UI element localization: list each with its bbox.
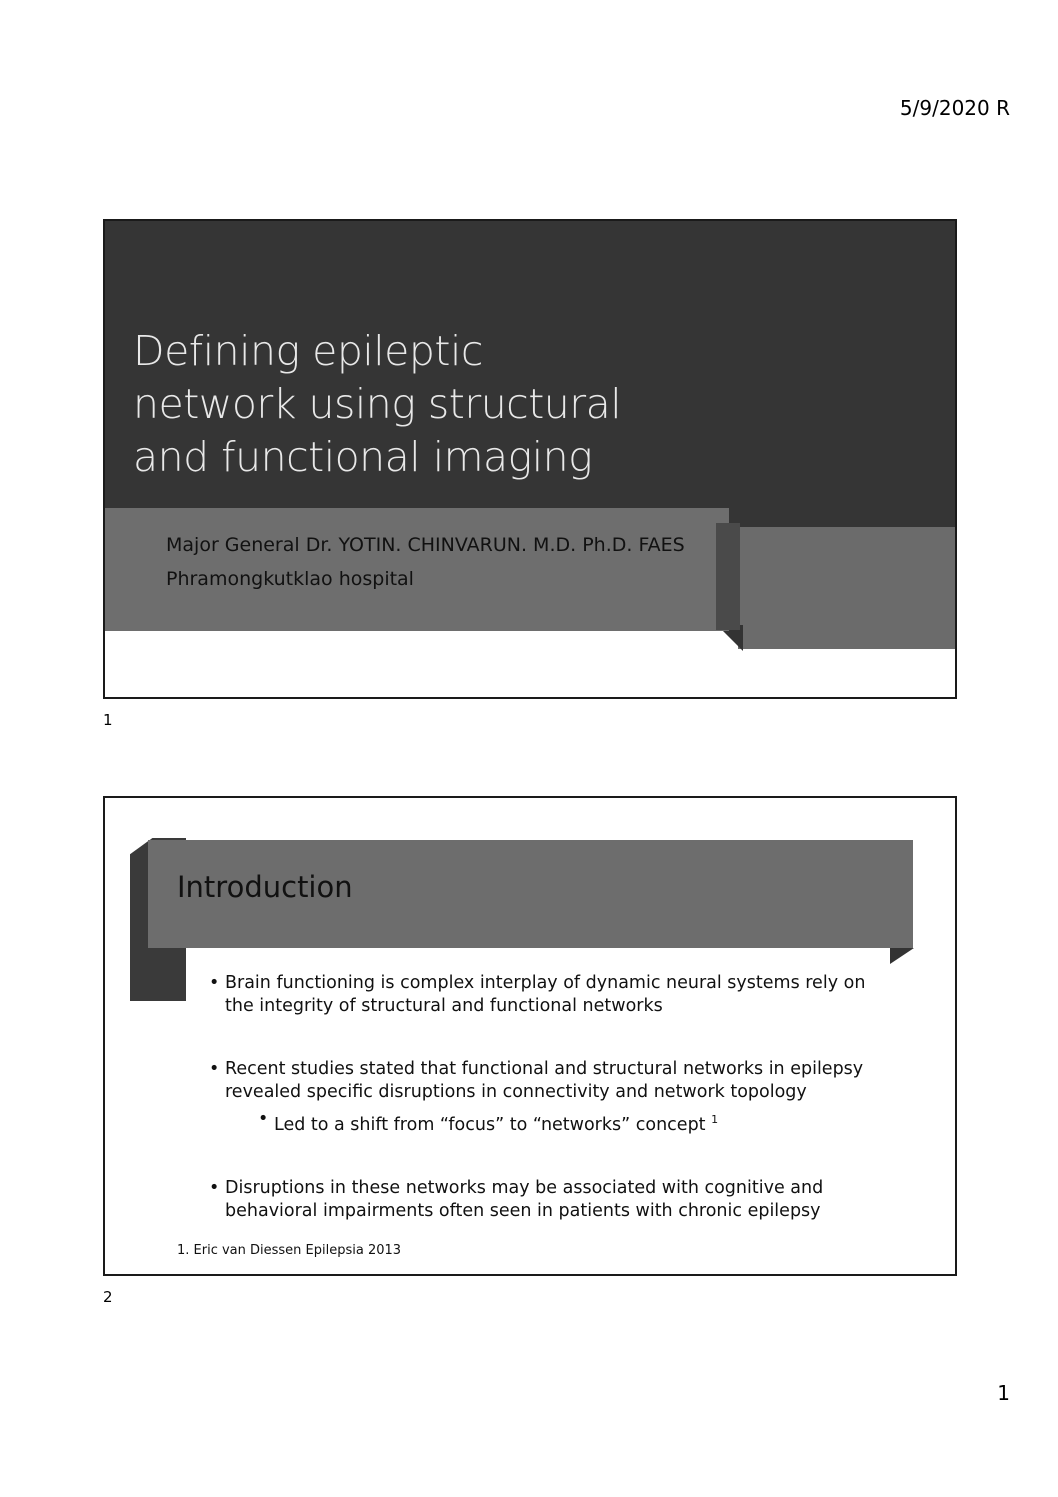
slide-1-band-fold [716,523,740,630]
page-number: 1 [997,1381,1010,1405]
slide-1 [103,219,957,699]
author-name: Major General Dr. YOTIN. CHINVARUN. M.D. Ph.D. FAES [166,534,685,556]
slide-1-title-line: and functional imaging [133,433,593,481]
slide-2 [103,796,957,1276]
slide-1-subtitle [166,528,685,596]
citation-ref: 1 [711,1113,719,1126]
header-date: 5/9/2020 R [899,96,1010,120]
sub-bullet-item [258,1108,899,1137]
slide-1-title [133,325,753,484]
slide-2-title: Introduction [177,870,353,904]
slide-2-ribbon-tail [890,948,914,964]
slide-1-decorative-block [738,527,957,649]
slide-2-number: 2 [103,1288,113,1306]
slide-2-bullet-list [209,972,899,1223]
affiliation: Phramongkutklao hospital [166,568,414,590]
slide-1-number: 1 [103,711,113,729]
slide-2-reference: 1. Eric van Diessen Epilepsia 2013 [177,1243,402,1258]
slide-1-title-line: Defining epileptic [133,327,483,375]
bullet-item: • Brain functioning is complex interplay of dynamic neural systems rely on the integrity of structural and functional networks [209,972,899,1018]
slide-1-title-line: network using structural [133,380,622,428]
bullet-text: Recent studies stated that functional and structural networks in epilepsy revealed specific disruptions in connectivity and network topology [225,1059,864,1102]
sub-bullet-text: Led to a shift from “focus” to “networks” concept [274,1115,706,1135]
bullet-item [209,1058,899,1137]
bullet-item: • Disruptions in these networks may be associated with cognitive and behavioral impairments often seen in patients with chronic epilepsy [209,1177,899,1223]
